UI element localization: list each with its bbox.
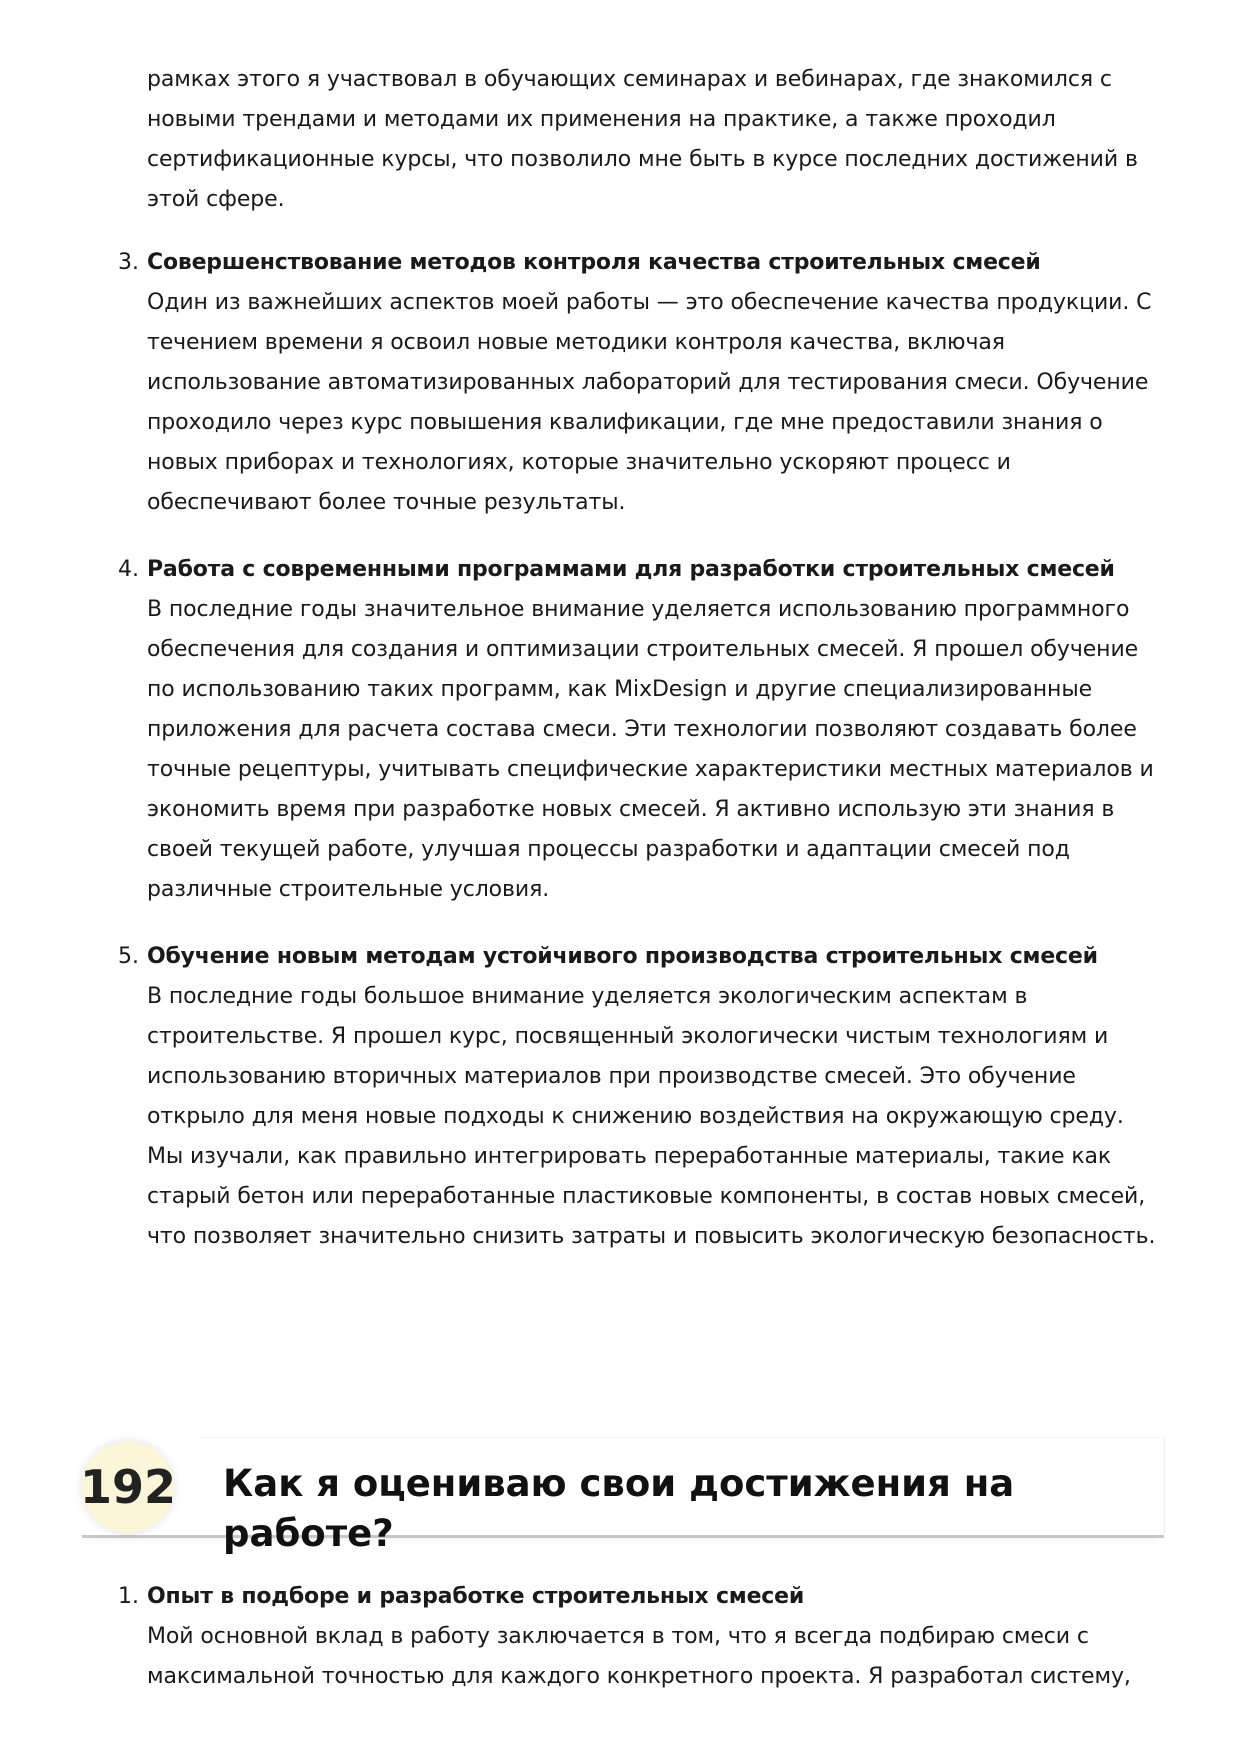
- question-number-badge: 192: [82, 1441, 174, 1533]
- text-line: проходило через курс повышения квалификации, где мне предоставили знания о: [147, 410, 1103, 435]
- text-line: Мой основной вклад в работу заключается в том, что я всегда подбираю смеси с: [147, 1624, 1089, 1649]
- text-line: обеспечения для создания и оптимизации строительных смесей. Я прошел обучение: [147, 637, 1139, 662]
- list-item: [118, 550, 1158, 910]
- intro-paragraph: [147, 60, 1157, 220]
- section-header: [79, 1437, 1164, 1555]
- list-item-body: [147, 283, 1157, 523]
- text-line: течением времени я освоил новые методики контроля качества, включая: [147, 330, 1005, 355]
- list-item: [118, 937, 1158, 1257]
- text-line: максимальной точностью для каждого конкретного проекта. Я разработал систему,: [147, 1664, 1131, 1689]
- text-line: В последние годы большое внимание уделяется экологическим аспектам в: [147, 984, 1028, 1009]
- list-number: 1.: [118, 1584, 139, 1609]
- text-line: новыми трендами и методами их применения на практике, а также проходил: [147, 107, 1056, 132]
- text-line: этой сфере.: [147, 187, 285, 212]
- list-item: [118, 1577, 1158, 1697]
- list-item: [118, 243, 1158, 523]
- list-item-title: Опыт в подборе и разработке строительных смесей: [147, 1584, 805, 1609]
- text-line: приложения для расчета состава смеси. Эти технологии позволяют создавать более: [147, 717, 1137, 742]
- text-line: использование автоматизированных лабораторий для тестирования смеси. Обучение: [147, 370, 1149, 395]
- text-line: по использованию таких программ, как MixDesign и другие специализированные: [147, 677, 1093, 702]
- text-line: точные рецептуры, учитывать специфические характеристики местных материалов и: [147, 757, 1154, 782]
- text-line: сертификационные курсы, что позволило мне быть в курсе последних достижений в: [147, 147, 1138, 172]
- list-number: 4.: [118, 557, 139, 582]
- text-line: рамках этого я участвовал в обучающих семинарах и вебинарах, где знакомился с: [147, 67, 1112, 92]
- text-line: Один из важнейших аспектов моей работы — это обеспечение качества продукции. С: [147, 290, 1152, 315]
- text-line: различные строительные условия.: [147, 877, 550, 902]
- text-line: строительстве. Я прошел курс, посвященный экологически чистым технологиям и: [147, 1024, 1109, 1049]
- list-number: 5.: [118, 944, 139, 969]
- list-item-body: [147, 590, 1157, 910]
- list-item-body: [147, 1617, 1157, 1697]
- list-item-title: Обучение новым методам устойчивого производства строительных смесей: [147, 944, 1098, 969]
- text-line: новых приборах и технологиях, которые значительно ускоряют процесс и: [147, 450, 1011, 475]
- text-line: обеспечивают более точные результаты.: [147, 490, 626, 515]
- list-item-title: Работа с современными программами для разработки строительных смесей: [147, 557, 1115, 582]
- text-line: использованию вторичных материалов при производстве смесей. Это обучение: [147, 1064, 1076, 1089]
- text-line: что позволяет значительно снизить затраты и повысить экологическую безопасность.: [147, 1224, 1156, 1249]
- text-line: экономить время при разработке новых смесей. Я активно использую эти знания в: [147, 797, 1115, 822]
- text-line: старый бетон или переработанные пластиковые компоненты, в состав новых смесей,: [147, 1184, 1146, 1209]
- text-line: Мы изучали, как правильно интегрировать переработанные материалы, такие как: [147, 1144, 1112, 1169]
- text-line: открыло для меня новые подходы к снижению воздействия на окружающую среду.: [147, 1104, 1124, 1129]
- section-title: Как я оцениваю свои достижения на работе?: [223, 1462, 1015, 1555]
- list-number: 3.: [118, 250, 139, 275]
- text-line: В последние годы значительное внимание уделяется использованию программного: [147, 597, 1130, 622]
- text-line: своей текущей работе, улучшая процессы разработки и адаптации смесей под: [147, 837, 1070, 862]
- list-item-body: [147, 977, 1157, 1257]
- list-item-title: Совершенствование методов контроля качества строительных смесей: [147, 250, 1041, 275]
